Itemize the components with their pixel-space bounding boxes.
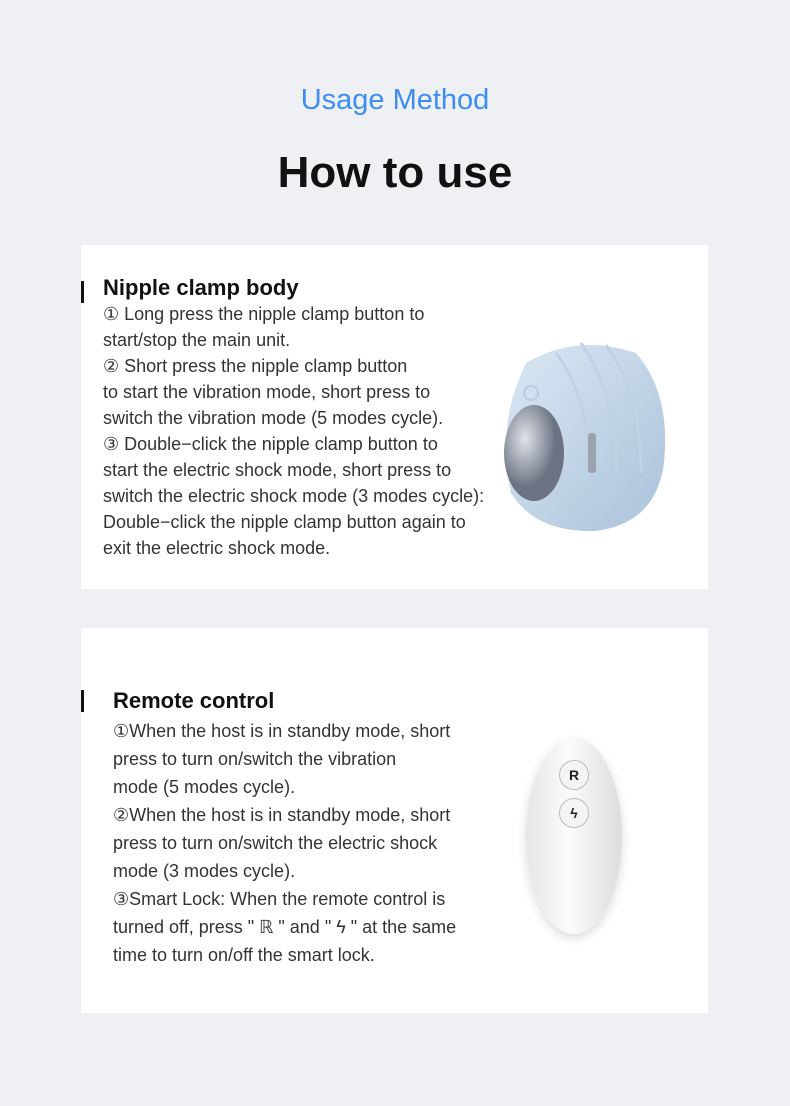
instruction-line: ① Long press the nipple clamp button to (103, 304, 425, 324)
nipple-clamp-card (81, 245, 708, 589)
shock-button-icon: ϟ (559, 798, 589, 828)
section-subtitle: Usage Method (300, 84, 490, 116)
instruction-line: start/stop the main unit. (103, 330, 291, 350)
instruction-line: time to turn on/off the smart lock. (113, 945, 375, 965)
instruction-line: switch the electric shock mode (3 modes cycle): (103, 486, 485, 506)
instruction-line: press to turn on/switch the electric shock (113, 833, 438, 853)
instruction-line: Double−click the nipple clamp button again to (103, 512, 466, 532)
instructions (103, 301, 533, 561)
instruction-line: ③Smart Lock: When the remote control is (113, 889, 446, 909)
nipple-clamp-image (496, 333, 671, 533)
remote-control-image (526, 738, 622, 934)
instruction-line: ③ Double−click the nipple clamp button to (103, 434, 438, 454)
heading-marker (81, 281, 84, 303)
section-heading: Nipple clamp body (103, 275, 299, 300)
instructions (113, 717, 513, 969)
instruction-line: start the electric shock mode, short press to (103, 460, 452, 480)
vibration-button-icon: R (559, 760, 589, 790)
instruction-line: press to turn on/switch the vibration (113, 749, 397, 769)
instruction-line: mode (5 modes cycle). (113, 777, 296, 797)
instruction-line: ①When the host is in standby mode, short (113, 721, 451, 741)
instruction-line: ②When the host is in standby mode, short (113, 805, 451, 825)
instruction-line: mode (3 modes cycle). (113, 861, 296, 881)
instruction-line: exit the electric shock mode. (103, 538, 331, 558)
instruction-line: ② Short press the nipple clamp button (103, 356, 408, 376)
page-title: How to use (277, 148, 513, 197)
instruction-line: switch the vibration mode (5 modes cycle). (103, 408, 444, 428)
instruction-line: turned off, press " ℝ " and " ϟ " at the same (113, 917, 457, 937)
instruction-line: to start the vibration mode, short press to (103, 382, 431, 402)
section-heading: Remote control (113, 688, 275, 713)
remote-control-card (81, 628, 708, 1013)
heading-marker (81, 690, 84, 712)
